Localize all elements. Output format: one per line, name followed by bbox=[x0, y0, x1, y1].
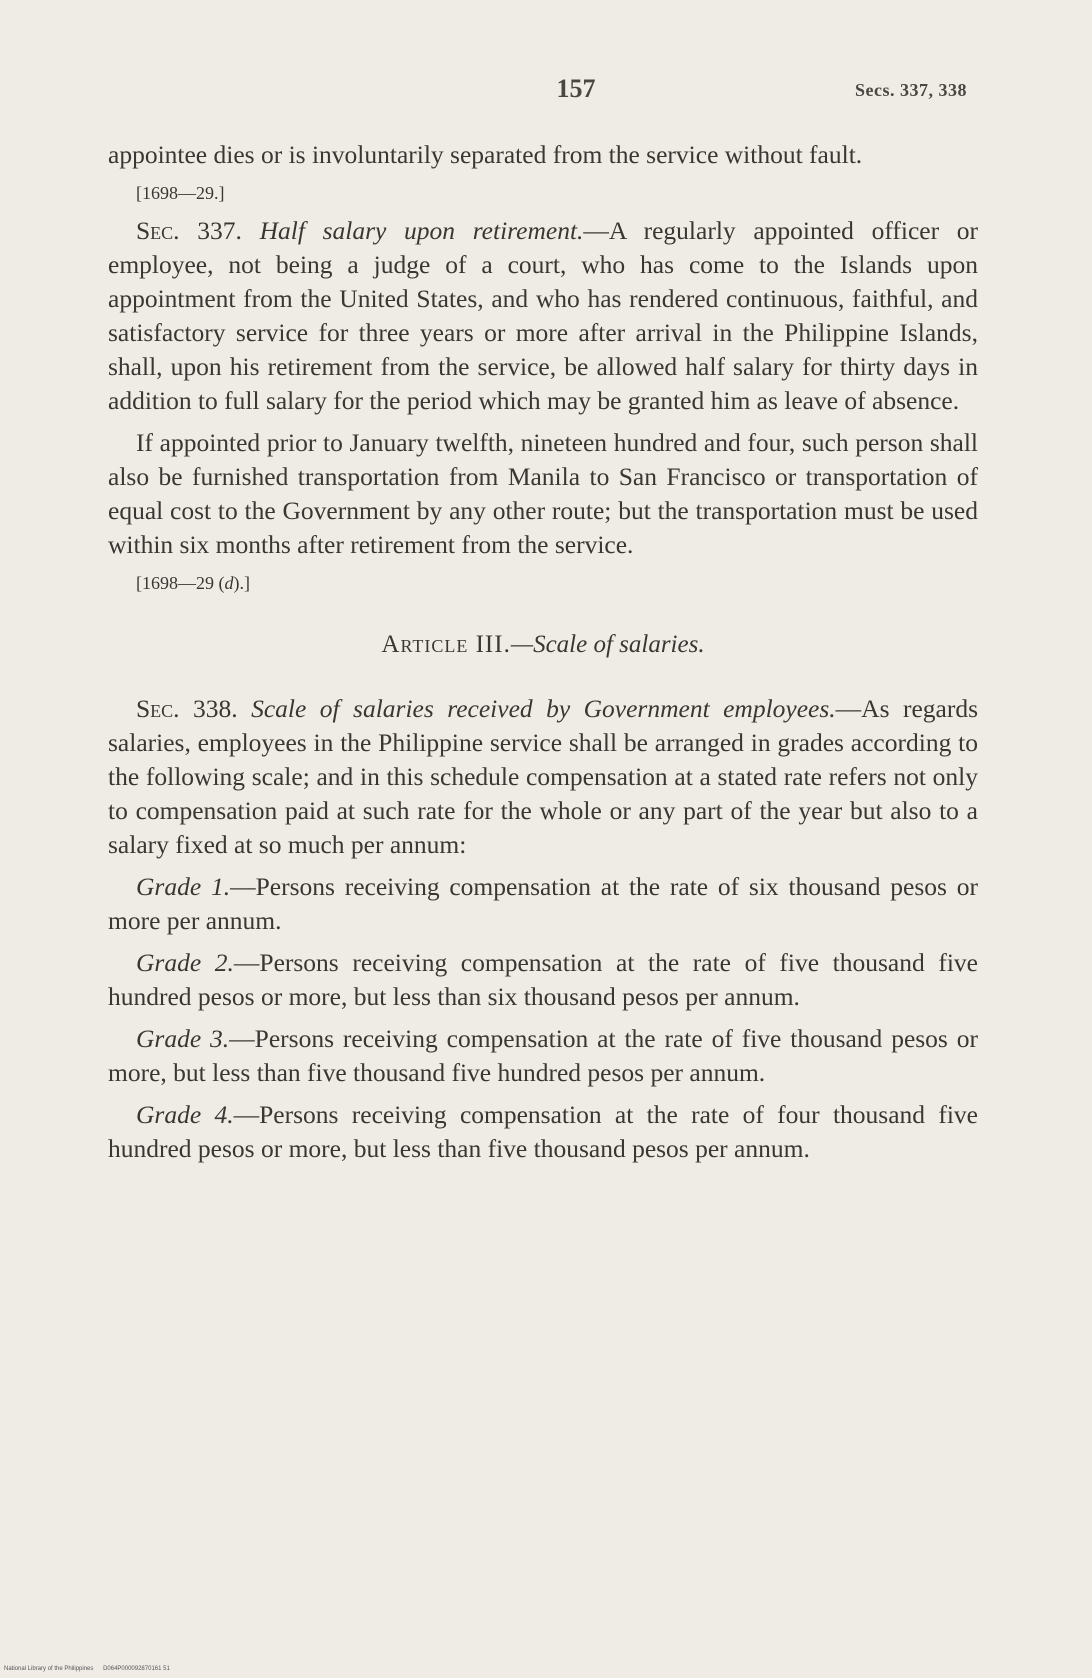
grade-4-label: Grade 4. bbox=[136, 1100, 234, 1129]
grade-3-text: —Persons receiving compensation at the rate of five thousand pesos or more, but less than five thousand five hundred pesos per annum. bbox=[108, 1024, 978, 1087]
citation-1698-29-d bbox=[108, 568, 978, 598]
page-number: 157 bbox=[556, 74, 596, 103]
citation-1698-29: [1698—29.] bbox=[136, 183, 225, 203]
sec-337-body: —A regularly appointed officer or employee, not being a judge of a court, who has come to the Islands upon appointment from the United States, and who has rendered continuous, faithful, and satisfactory service for three years or more after arrival in the Philippine Islands, shall, upon his retirement from the service, be allowed half salary for thirty days in addition to full salary for the period which may be granted him as leave of absence. bbox=[108, 216, 978, 415]
page-body bbox=[108, 138, 978, 1166]
sec-338-title: Scale of salaries received by Government employees. bbox=[251, 694, 836, 723]
citation-2-prefix: [1698—29 ( bbox=[136, 573, 225, 593]
article-heading bbox=[108, 628, 978, 662]
sec-337-title: Half salary upon retirement. bbox=[259, 216, 584, 245]
sec-338-label: Sec. 338. bbox=[136, 694, 238, 723]
grade-2-paragraph bbox=[108, 946, 978, 1014]
footer-watermark bbox=[4, 1666, 178, 1672]
sec-338-paragraph bbox=[108, 692, 978, 862]
sec-337-paragraph bbox=[108, 214, 978, 418]
grade-4-text: —Persons receiving compensation at the rate of four thousand five hundred pesos or more, but less than five thousand pesos per annum. bbox=[108, 1100, 978, 1163]
grade-2-label: Grade 2. bbox=[136, 948, 234, 977]
footer-library: National Library of the Philippines bbox=[4, 1666, 94, 1672]
grade-3-paragraph bbox=[108, 1022, 978, 1090]
section-range-header: Secs. 337, 338 bbox=[855, 80, 967, 100]
grade-2-text: —Persons receiving compensation at the rate of five thousand five hundred pesos or more, but less than six thousand pesos per annum. bbox=[108, 948, 978, 1011]
intro-paragraph: appointee dies or is involuntarily separated from the service without fault. bbox=[108, 140, 863, 169]
grade-1-text: —Persons receiving compensation at the rate of six thousand pesos or more per annum. bbox=[108, 872, 978, 935]
footer-id: D064P000092870161 51 bbox=[103, 1666, 170, 1672]
sec-337-second-paragraph: If appointed prior to January twelfth, nineteen hundred and four, such person shall also be furnished transportation from Manila to San Francisco or transportation of equal cost to the Government by any other route; but the transportation must be used within six months after retirement from the service. bbox=[108, 428, 978, 559]
citation-2-suffix: ).] bbox=[233, 573, 250, 593]
article-title: —Scale of salaries. bbox=[510, 631, 705, 658]
grade-3-label: Grade 3. bbox=[136, 1024, 230, 1053]
article-label: Article III. bbox=[381, 631, 511, 658]
grade-1-label: Grade 1. bbox=[136, 872, 231, 901]
citation-2-letter: d bbox=[224, 573, 234, 593]
grade-1-paragraph bbox=[108, 870, 978, 938]
grade-4-paragraph bbox=[108, 1098, 978, 1166]
sec-337-label: Sec. 337. bbox=[136, 216, 242, 245]
sec-338-body: —As regards salaries, employees in the Philippine service shall be arranged in grades according to the following scale; and in this schedule compensation at a stated rate refers not only to compensation paid at such rate for the whole or any part of the year but also to a salary fixed at so much per annum: bbox=[108, 694, 979, 859]
